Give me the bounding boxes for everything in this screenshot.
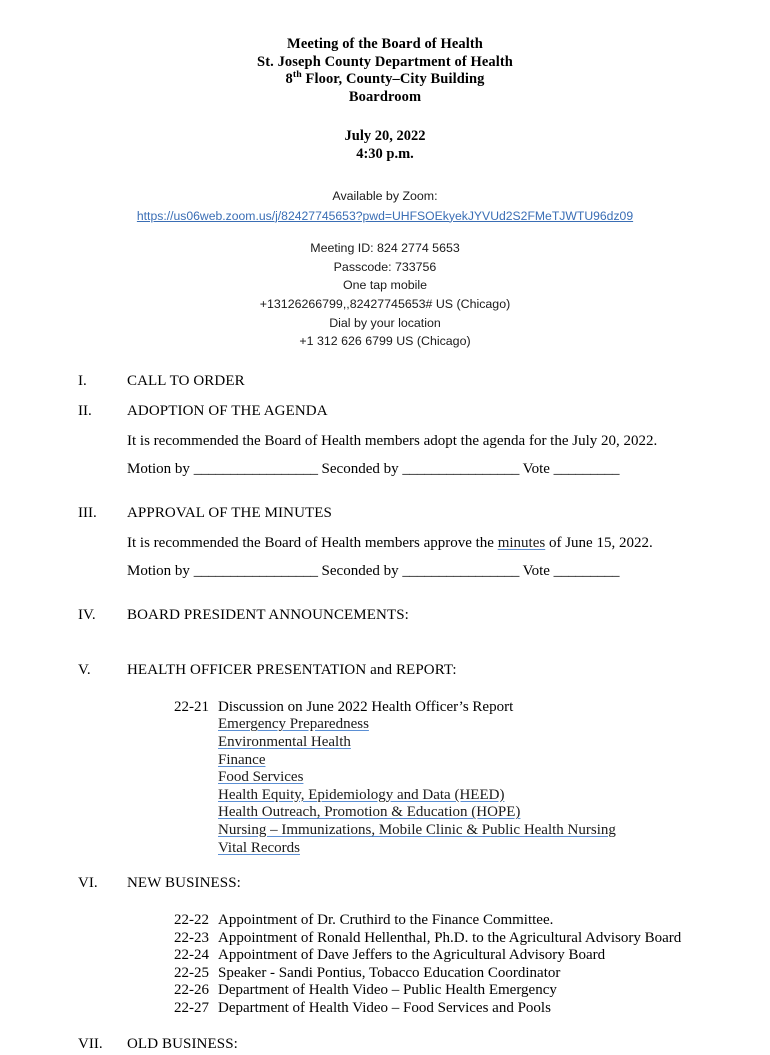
section-gap (72, 580, 698, 607)
new-business-item-number: 22-26 (174, 982, 209, 999)
floor-ordinal-suffix: th (292, 69, 302, 81)
zoom-available-label: Available by Zoom: (332, 189, 438, 203)
new-business-items (72, 912, 698, 1018)
section-heading (72, 875, 698, 894)
text-gap (72, 450, 698, 461)
section-board-president-announcements (72, 607, 698, 626)
report-link-emergency-preparedness[interactable]: Emergency Preparedness (218, 716, 369, 733)
section-heading (72, 403, 698, 422)
section-heading (72, 1036, 698, 1055)
section-gap (72, 626, 698, 662)
heading-gap (72, 422, 698, 433)
meeting-time: 4:30 p.m. (356, 145, 414, 162)
section-title: BOARD PRESIDENT ANNOUNCEMENTS: (127, 606, 409, 623)
section-heading (72, 505, 698, 524)
section-title: NEW BUSINESS: (127, 875, 241, 892)
meeting-datetime (72, 128, 698, 163)
motion-by-blank[interactable]: _________________ (193, 460, 318, 477)
motion-by-label: Motion by (127, 562, 190, 579)
zoom-spacer (72, 225, 698, 239)
zoom-one-tap-label: One tap mobile (342, 278, 428, 293)
header-line-room: Boardroom (348, 88, 422, 105)
agenda-item-text: Discussion on June 2022 Health Officer’s Report (218, 698, 514, 715)
vote-label: Vote (522, 562, 550, 579)
seconded-by-blank[interactable]: ________________ (402, 562, 520, 579)
agenda-body (72, 373, 698, 1055)
new-business-item-number: 22-23 (174, 929, 209, 946)
zoom-one-tap-number[interactable]: +13126266799,,82427745653# US (Chicago) (259, 296, 511, 311)
section-old-business (72, 1036, 698, 1055)
section-gap (72, 392, 698, 403)
new-business-item (72, 930, 698, 948)
report-link-finance[interactable]: Finance (218, 751, 266, 768)
section-approval-of-minutes (72, 505, 698, 580)
section-heading (72, 373, 698, 392)
vote-label: Vote (522, 460, 550, 477)
new-business-item-number: 22-22 (174, 912, 209, 929)
recommendation-suffix: of June 15, 2022. (545, 534, 653, 551)
section-gap (72, 478, 698, 505)
new-business-item (72, 1000, 698, 1018)
section-heading (72, 607, 698, 626)
heading-gap (72, 524, 698, 535)
zoom-join-link[interactable]: https://us06web.zoom.us/j/82427745653?pwd=UHFSOEkyekJYVUd2S2FMeTJWTU96dz09 (136, 208, 634, 223)
adoption-recommendation-text: It is recommended the Board of Health members adopt the agenda for the July 20, 2022. (127, 432, 658, 449)
header-line-meeting: Meeting of the Board of Health (287, 36, 483, 52)
floor-number: 8 (285, 71, 293, 87)
header-line-department: St. Joseph County Department of Health (257, 53, 513, 70)
new-business-item (72, 912, 698, 930)
section-title: ADOPTION OF THE AGENDA (127, 402, 328, 419)
section-adoption-of-agenda (72, 403, 698, 478)
seconded-by-blank[interactable]: ________________ (402, 460, 520, 477)
zoom-dial-number[interactable]: +1 312 626 6799 US (Chicago) (299, 334, 471, 349)
section-title: CALL TO ORDER (127, 372, 245, 389)
building-name: Floor, County–City Building (301, 71, 485, 87)
new-business-item-text: Department of Health Video – Food Services and Pools (218, 1000, 551, 1017)
zoom-passcode: Passcode: 733756 (333, 259, 437, 274)
seconded-by-label: Seconded by (321, 562, 399, 579)
header-line-location (72, 71, 698, 89)
new-business-item-text: Appointment of Ronald Hellenthal, Ph.D. to the Agricultural Advisory Board (218, 929, 682, 946)
new-business-item-number: 22-25 (174, 964, 209, 981)
section-numeral: I. (78, 372, 87, 389)
agenda-item (72, 699, 698, 717)
section-gap (72, 1018, 698, 1036)
zoom-info-block (72, 187, 698, 351)
vote-blank[interactable]: _________ (553, 562, 620, 579)
report-link-environmental-health[interactable]: Environmental Health (218, 733, 351, 750)
minutes-vote-row (72, 563, 698, 580)
motion-by-blank[interactable]: _________________ (193, 562, 318, 579)
document-header (72, 36, 698, 106)
section-call-to-order (72, 373, 698, 392)
section-numeral: III. (78, 504, 97, 521)
section-numeral: V. (78, 661, 91, 678)
heading-gap (72, 894, 698, 912)
minutes-link[interactable]: minutes (497, 534, 546, 551)
new-business-item-number: 22-24 (174, 947, 209, 964)
seconded-by-label: Seconded by (321, 460, 399, 477)
section-numeral: VII. (78, 1035, 103, 1052)
report-link-heed[interactable]: Health Equity, Epidemiology and Data (HEED) (218, 786, 505, 803)
section-title: APPROVAL OF THE MINUTES (127, 504, 332, 521)
new-business-item-text: Appointment of Dave Jeffers to the Agricultural Advisory Board (218, 947, 606, 964)
section-heading (72, 662, 698, 681)
text-gap (72, 552, 698, 563)
section-health-officer-presentation (72, 662, 698, 857)
section-gap (72, 857, 698, 875)
new-business-item-text: Appointment of Dr. Cruthird to the Finance Committee. (218, 912, 554, 929)
new-business-item-text: Speaker - Sandi Pontius, Tobacco Education Coordinator (218, 964, 561, 981)
new-business-item (72, 947, 698, 965)
report-link-vital-records[interactable]: Vital Records (218, 839, 300, 856)
agenda-item-number: 22-21 (174, 698, 209, 715)
vote-blank[interactable]: _________ (553, 460, 620, 477)
section-title: HEALTH OFFICER PRESENTATION and REPORT: (127, 661, 457, 678)
zoom-join-link-row (72, 207, 698, 226)
section-title: OLD BUSINESS: (127, 1035, 238, 1052)
report-link-nursing[interactable]: Nursing – Immunizations, Mobile Clinic & Public Health Nursing (218, 821, 616, 838)
new-business-item-number: 22-27 (174, 1000, 209, 1017)
meeting-date: July 20, 2022 (344, 128, 426, 144)
section-numeral: II. (78, 402, 92, 419)
new-business-item-text: Department of Health Video – Public Health Emergency (218, 982, 557, 999)
new-business-item (72, 982, 698, 1000)
heading-gap (72, 681, 698, 699)
minutes-recommendation-text (72, 535, 698, 552)
section-new-business (72, 875, 698, 1018)
section-numeral: VI. (78, 875, 98, 892)
new-business-item (72, 965, 698, 983)
report-link-hope[interactable]: Health Outreach, Promotion & Education (HOPE) (218, 804, 521, 821)
adoption-vote-row (72, 461, 698, 478)
recommendation-prefix: It is recommended the Board of Health members approve the (127, 534, 498, 551)
zoom-dial-label: Dial by your location (329, 315, 441, 330)
zoom-meeting-id: Meeting ID: 824 2774 5653 (310, 241, 460, 256)
section-numeral: IV. (78, 606, 96, 623)
report-link-food-services[interactable]: Food Services (218, 769, 304, 786)
motion-by-label: Motion by (127, 460, 190, 477)
health-officer-report-links (72, 716, 698, 857)
